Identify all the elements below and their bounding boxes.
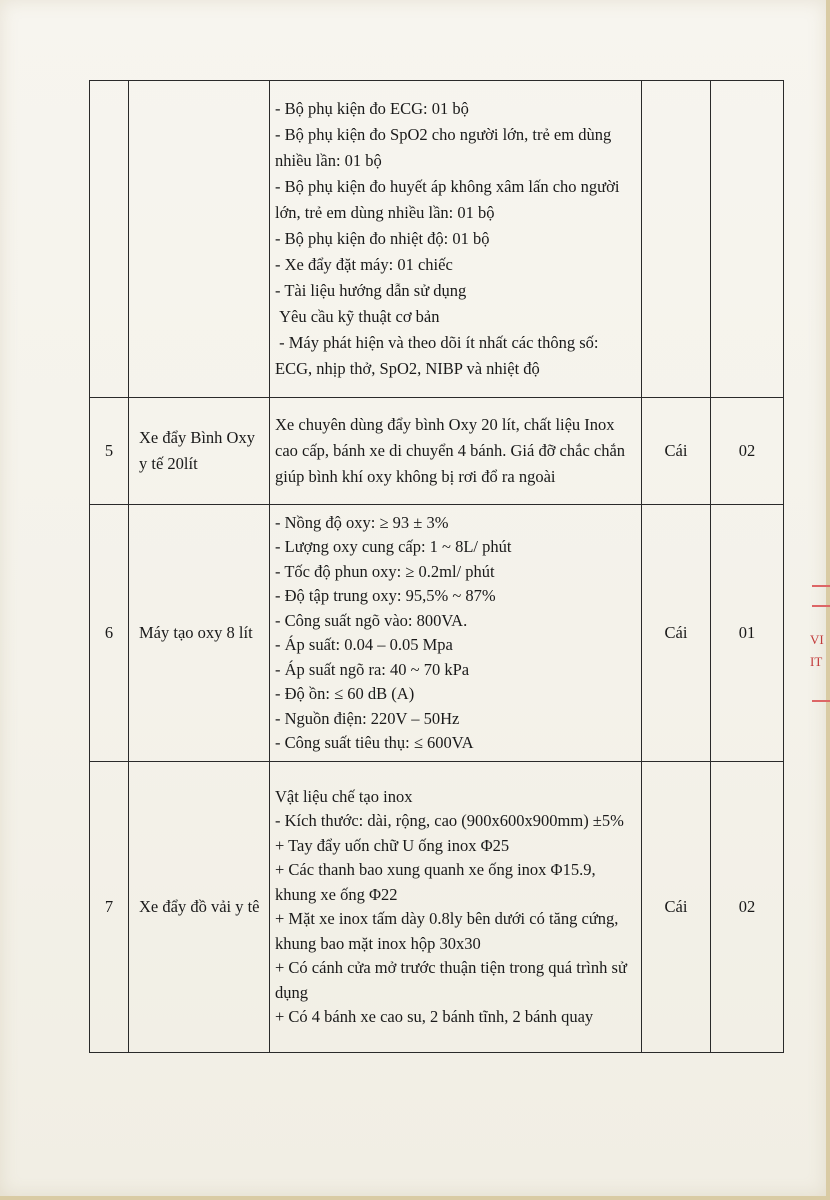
desc-line: - Công suất tiêu thụ: ≤ 600VA — [275, 733, 474, 752]
desc-line: + Mặt xe inox tấm dày 0.8ly bên dưới có tăng cứng, khung bao mặt inox hộp 30x30 — [275, 909, 623, 953]
cell-unit: Cái — [642, 398, 711, 505]
stamp-mark — [812, 605, 830, 607]
desc-line: + Có cánh cửa mở trước thuận tiện trong quá trình sử dụng — [275, 958, 632, 1002]
cell-name — [129, 81, 270, 398]
desc-line: - Áp suất: 0.04 – 0.05 Mpa — [275, 635, 453, 654]
desc-line: - Bộ phụ kiện đo SpO2 cho người lớn, trẻ em dùng nhiều lần: 01 bộ — [275, 125, 616, 170]
table-row-7 — [90, 762, 784, 1053]
table-row-continued — [90, 81, 784, 398]
cell-description — [270, 81, 642, 398]
desc-line: + Các thanh bao xung quanh xe ống inox Φ15.9, khung xe ống Φ22 — [275, 860, 600, 904]
desc-line: - Công suất ngõ vào: 800VA. — [275, 610, 468, 630]
desc-line: Xe chuyên dùng đẩy bình Oxy 20 lít, chất liệu Inox cao cấp, bánh xe di chuyển 4 bánh. Giá đỡ chắc chắn giúp bình khí oxy không bị rơi đổ ra ngoài — [275, 415, 630, 486]
desc-line: Vật liệu chế tạo inox — [275, 786, 413, 806]
desc-line: - Bộ phụ kiện đo huyết áp không xâm lấn cho người lớn, trẻ em dùng nhiều lần: 01 bộ — [275, 177, 624, 222]
cell-stt: 5 — [90, 398, 129, 505]
equipment-spec-table — [89, 80, 784, 1053]
cell-unit — [642, 81, 711, 398]
cell-quantity: 01 — [711, 505, 784, 762]
cell-name: Xe đẩy đồ vải y tê — [129, 762, 270, 1053]
desc-line: + Tay đẩy uốn chữ U ống inox Φ25 — [275, 835, 510, 855]
cell-quantity: 02 — [711, 398, 784, 505]
cell-name: Máy tạo oxy 8 lít — [129, 505, 270, 762]
desc-line: - Nồng độ oxy: ≥ 93 ± 3% — [275, 512, 449, 532]
cell-stt: 7 — [90, 762, 129, 1053]
desc-line: - Máy phát hiện và theo dõi ít nhất các thông số: ECG, nhịp thở, SpO2, NIBP và nhiệt độ — [275, 333, 603, 378]
cell-description — [270, 398, 642, 505]
stamp-text: VI — [810, 632, 824, 647]
desc-line: - Độ ồn: ≤ 60 dB (A) — [275, 684, 415, 703]
desc-line: - Áp suất ngõ ra: 40 ~ 70 kPa — [275, 659, 470, 679]
red-stamp-fragment — [808, 575, 830, 725]
desc-line: - Lượng oxy cung cấp: 1 ~ 8L/ phút — [275, 537, 512, 556]
cell-name: Xe đẩy Bình Oxy y tế 20lít — [129, 398, 270, 505]
cell-stt: 6 — [90, 505, 129, 762]
desc-line: - Bộ phụ kiện đo ECG: 01 bộ — [275, 99, 469, 118]
desc-line: - Tài liệu hướng dẫn sử dụng — [275, 281, 467, 300]
table-row-6 — [90, 505, 784, 762]
cell-stt — [90, 81, 129, 398]
cell-unit: Cái — [642, 505, 711, 762]
cell-unit: Cái — [642, 762, 711, 1053]
desc-line: - Nguồn điện: 220V – 50Hz — [275, 708, 460, 728]
desc-line: + Có 4 bánh xe cao su, 2 bánh tĩnh, 2 bánh quay — [275, 1007, 594, 1026]
desc-line: Yêu cầu kỹ thuật cơ bản — [275, 307, 440, 326]
cell-description — [270, 762, 642, 1053]
table-row-5 — [90, 398, 784, 505]
desc-line: - Kích thước: dài, rộng, cao (900x600x900mm) ±5% — [275, 811, 624, 830]
stamp-text: IT — [810, 654, 823, 669]
stamp-mark — [812, 700, 830, 702]
desc-line: - Độ tập trung oxy: 95,5% ~ 87% — [275, 586, 496, 605]
cell-quantity: 02 — [711, 762, 784, 1053]
stamp-mark — [812, 585, 830, 587]
cell-quantity — [711, 81, 784, 398]
cell-description — [270, 505, 642, 762]
desc-line: - Tốc độ phun oxy: ≥ 0.2ml/ phút — [275, 561, 495, 581]
desc-line: - Xe đẩy đặt máy: 01 chiếc — [275, 255, 453, 274]
desc-line: - Bộ phụ kiện đo nhiệt độ: 01 bộ — [275, 229, 490, 248]
